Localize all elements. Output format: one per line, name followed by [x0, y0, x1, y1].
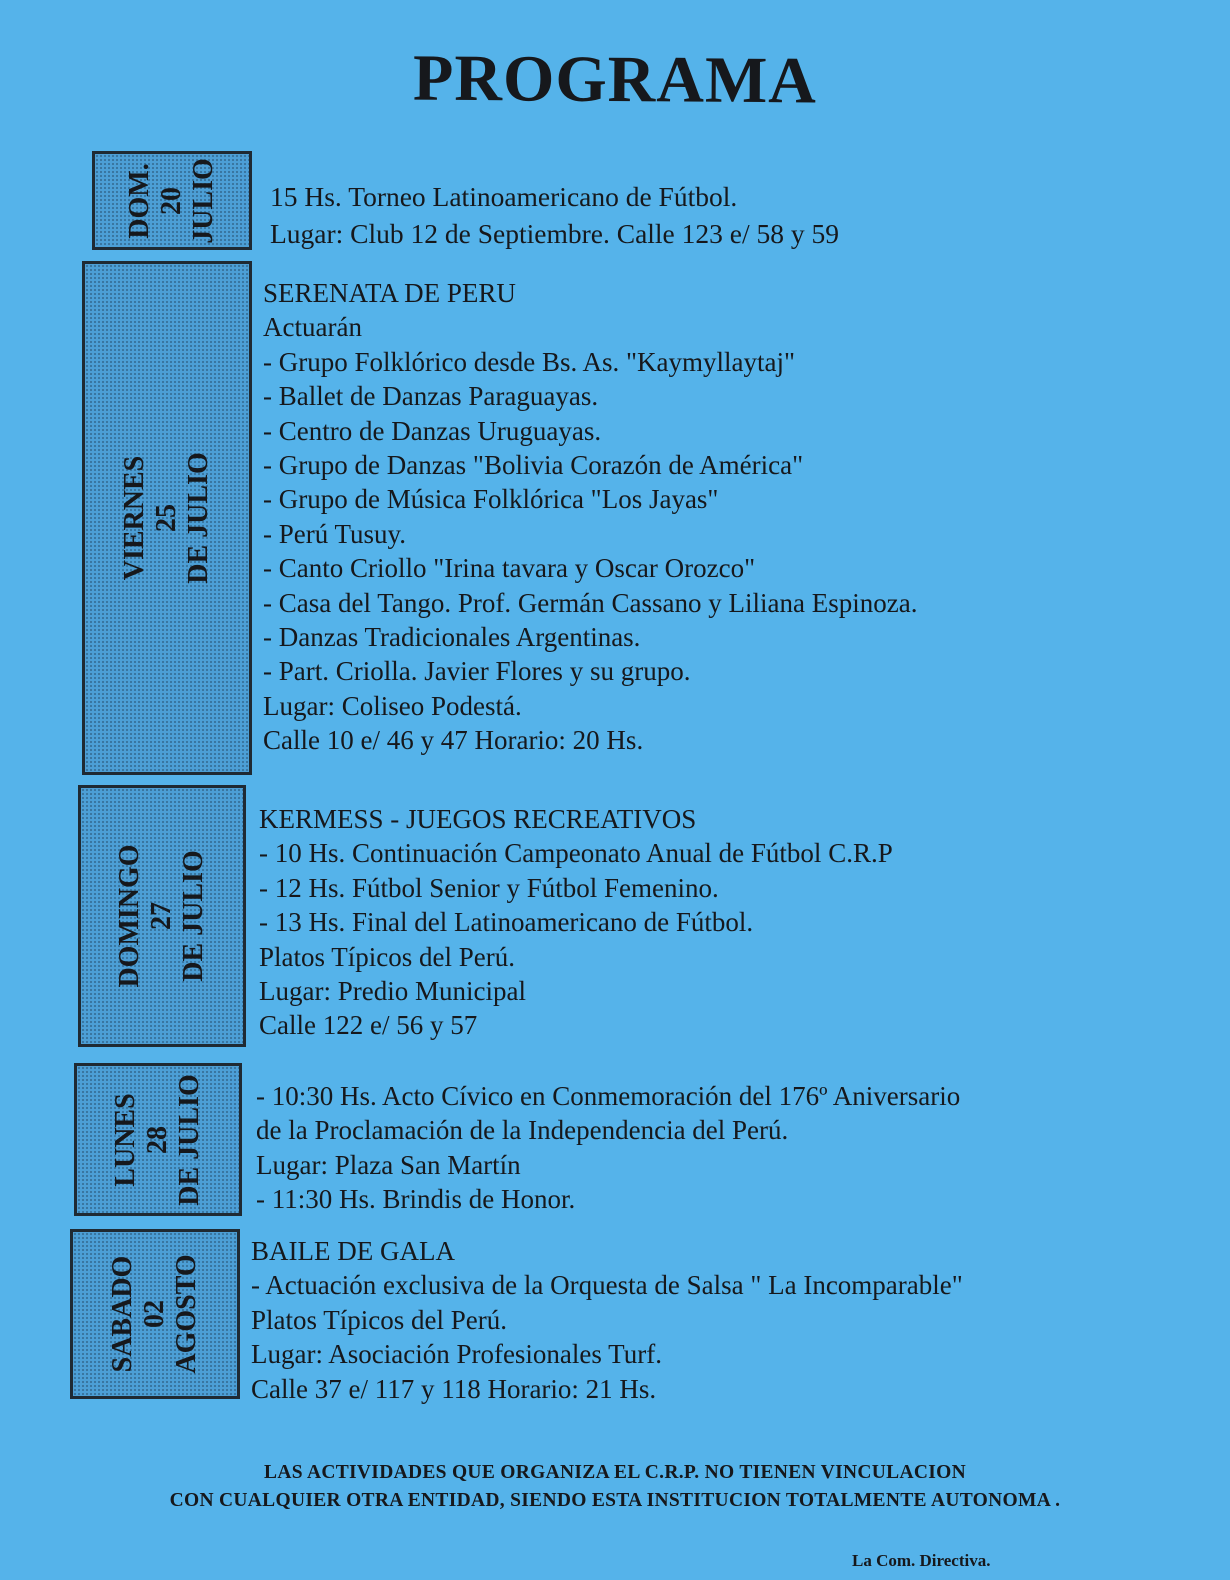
day-number: 02	[139, 1300, 170, 1328]
event-line: Lugar: Club 12 de Septiembre. Calle 123 e/ 58 y 59	[270, 218, 839, 249]
event-line: - 10 Hs. Continuación Campeonato Anual de Fútbol C.R.P	[259, 838, 893, 869]
event-line: - Grupo Folklórico desde Bs. As. "Kaymyllaytaj"	[263, 346, 795, 377]
event-line: - Casa del Tango. Prof. Germán Cassano y Liliana Espinoza.	[263, 587, 918, 618]
footer-line-1: LAS ACTIVIDADES QUE ORGANIZA EL C.R.P. NO TIENEN VINCULACION	[264, 1462, 966, 1483]
footer-line-2: CON CUALQUIER OTRA ENTIDAD, SIENDO ESTA INSTITUCION TOTALMENTE AUTONOMA .	[169, 1490, 1061, 1511]
weekday: DOM.	[124, 162, 155, 239]
event-line: Lugar: Coliseo Podestá.	[263, 690, 522, 721]
day-number: 20	[156, 186, 187, 215]
event-line: - Grupo de Danzas "Bolivia Corazón de América"	[263, 450, 804, 481]
event-line: - Grupo de Música Folklórica "Los Jayas"	[263, 484, 719, 515]
event-line: Calle 10 e/ 46 y 47 Horario: 20 Hs.	[263, 725, 644, 756]
month: DE JULIO	[178, 850, 209, 982]
event-line: 15 Hs. Torneo Latinoamericano de Fútbol.	[270, 181, 738, 212]
event-line: Calle 122 e/ 56 y 57	[259, 1010, 478, 1041]
date-box-domingo-27	[78, 785, 246, 1047]
month: DE JULIO	[183, 452, 214, 584]
event-line: - 12 Hs. Fútbol Senior y Fútbol Femenino.	[259, 872, 719, 903]
event-line: - Perú Tusuy.	[263, 518, 407, 549]
event-line: - 10:30 Hs. Acto Cívico en Conmemoración del 176º Aniversario	[256, 1081, 961, 1111]
month: JULIO	[188, 157, 219, 244]
date-label	[114, 844, 210, 987]
weekday: LUNES	[110, 1092, 141, 1187]
day-number: 27	[146, 902, 177, 931]
event-line: de la Proclamación de la Independencia del Perú.	[256, 1115, 789, 1146]
day-number: 25	[151, 504, 182, 532]
event-line: SERENATA DE PERU	[263, 278, 516, 308]
event-line: Actuarán	[263, 312, 362, 343]
event-line: Calle 37 e/ 117 y 118 Horario: 21 Hs.	[251, 1373, 657, 1404]
page-title: PROGRAMA	[412, 41, 818, 118]
event-line: Platos Típicos del Perú.	[259, 941, 515, 972]
weekday: VIERNES	[119, 455, 150, 581]
event-line: - Part. Criolla. Javier Flores y su grupo.	[263, 656, 691, 687]
event-line: - Canto Criollo "Irina tavara y Oscar Orozco"	[263, 553, 756, 584]
date-box-viernes-25	[82, 261, 252, 775]
date-box-dom-20	[92, 151, 252, 250]
month: DE JULIO	[174, 1073, 205, 1206]
date-label	[107, 1254, 203, 1373]
event-line: Platos Típicos del Perú.	[251, 1304, 507, 1335]
event-block-viernes-25	[263, 276, 917, 758]
event-line: BAILE DE GALA	[251, 1236, 455, 1266]
event-block-lunes-28	[256, 1079, 960, 1217]
event-line: Lugar: Plaza San Martín	[256, 1149, 521, 1180]
weekday: SABADO	[107, 1255, 138, 1373]
day-number: 28	[142, 1125, 173, 1154]
signature: La Com. Directiva.	[852, 1551, 991, 1570]
event-line: KERMESS - JUEGOS RECREATIVOS	[259, 804, 697, 834]
date-label	[110, 1074, 206, 1205]
date-box-lunes-28	[74, 1063, 242, 1216]
event-line: - Centro de Danzas Uruguayas.	[263, 415, 602, 446]
event-block-sabado-02	[251, 1234, 963, 1406]
date-box-sabado-02	[70, 1229, 240, 1399]
date-label	[119, 452, 215, 583]
event-line: - Actuación exclusiva de la Orquesta de Salsa " La Incomparable"	[251, 1270, 963, 1301]
weekday: DOMINGO	[114, 844, 145, 988]
month: AGOSTO	[171, 1254, 202, 1374]
event-line: - 13 Hs. Final del Latinoamericano de Fútbol.	[259, 907, 754, 938]
event-block-domingo-27	[259, 802, 893, 1043]
event-line: - 11:30 Hs. Brindis de Honor.	[256, 1184, 576, 1215]
event-block-dom-20	[270, 178, 839, 252]
event-line: - Ballet de Danzas Paraguayas.	[263, 381, 599, 412]
event-line: Lugar: Asociación Profesionales Turf.	[251, 1339, 662, 1370]
date-label	[124, 158, 220, 244]
event-line: Lugar: Predio Municipal	[259, 976, 526, 1007]
event-line: - Danzas Tradicionales Argentinas.	[263, 622, 641, 653]
